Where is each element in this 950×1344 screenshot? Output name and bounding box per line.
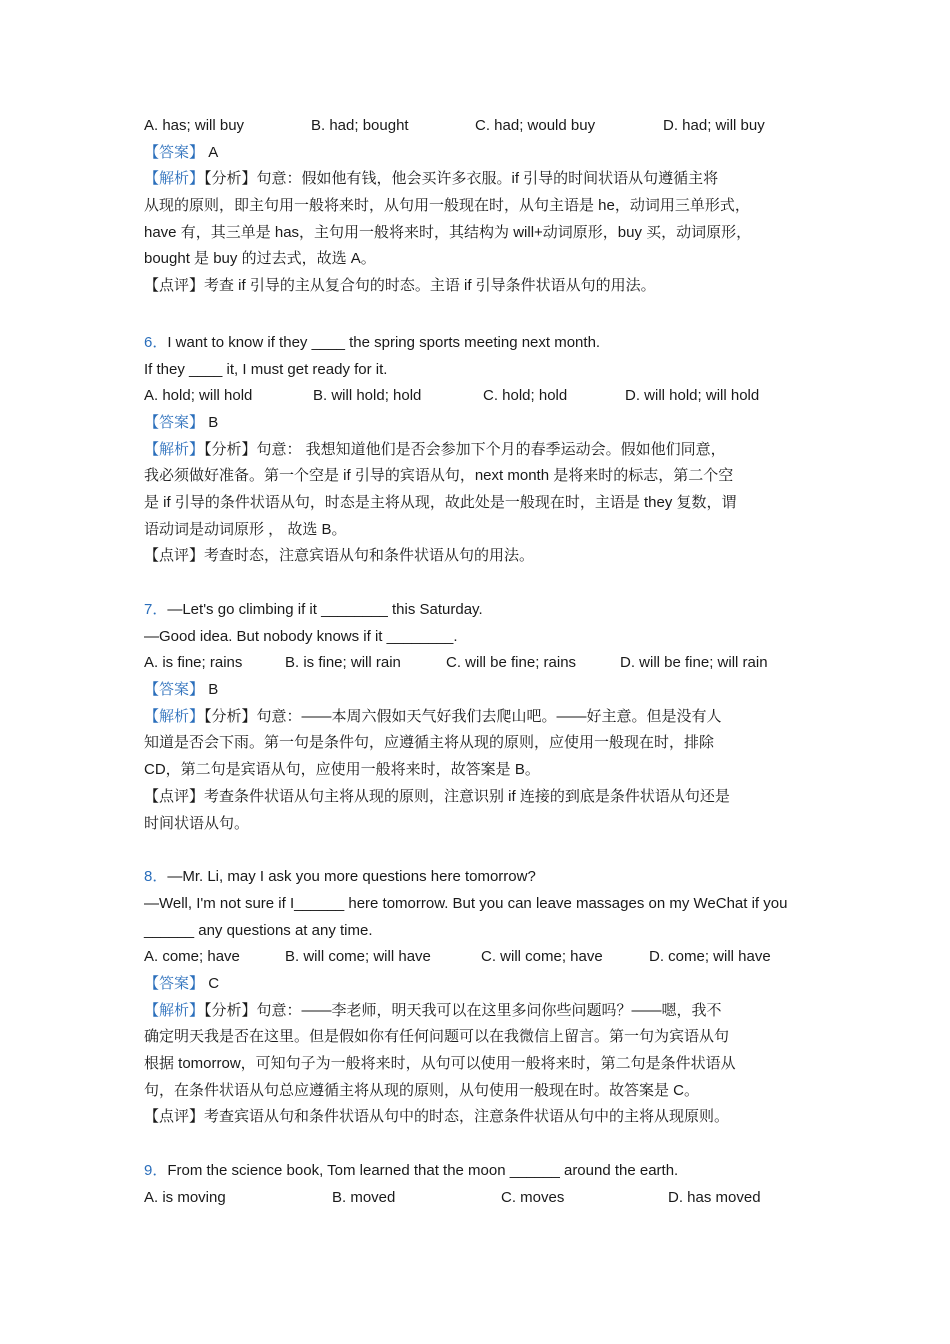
answer-value: B bbox=[208, 413, 219, 431]
q9-option-a: A. is moving bbox=[144, 1188, 226, 1206]
q9-stem bbox=[144, 1158, 816, 1185]
q6-options bbox=[144, 383, 816, 410]
q7-analysis-line: 知道是否会下雨。第一句是条件句，应遵循主将从现的原则，应使用一般现在时，排除 bbox=[144, 734, 715, 752]
q9-option-b: B. moved bbox=[332, 1188, 396, 1206]
q7-analysis-line: CD，第二句是宾语从句，应使用一般将来时，故答案是 B。 bbox=[144, 761, 540, 779]
q5-option-d: D. had; will buy bbox=[663, 117, 765, 134]
answer-tag: 【答案】 bbox=[144, 681, 205, 699]
q8-comment: 【点评】考查宾语从句和条件状语从句中的时态，注意条件状语从句中的主将从现原则。 bbox=[144, 1108, 730, 1126]
question-number: 6． bbox=[144, 333, 168, 351]
analysis-tag: 【解析】 bbox=[144, 440, 205, 458]
question-text: —Mr. Li, may I ask you more questions here tomorrow? bbox=[167, 868, 536, 886]
q6-comment: 【点评】考查时态，注意宾语从句和条件状语从句的用法。 bbox=[144, 547, 535, 565]
q5-answer bbox=[144, 140, 816, 167]
q7-stem-line2: —Good idea. But nobody knows if it ________. bbox=[144, 627, 458, 645]
q5-comment: 【点评】考查 if 引导的主从复合句的时态。主语 if 引导条件状语从句的用法。 bbox=[144, 277, 656, 295]
q8-option-c: C. will come; have bbox=[481, 948, 603, 966]
question-number: 7． bbox=[144, 601, 168, 618]
q5-analysis-line: have 有，其三单是 has，主句用一般将来时，其结构为 will+动词原形，buy 买，动词原形， bbox=[144, 223, 752, 241]
q6-stem-line2: If they ____ it, I must get ready for it. bbox=[144, 360, 388, 378]
q8-stem-line2: —Well, I'm not sure if I______ here tomorrow. But you can leave massages on my WeChat if you bbox=[144, 894, 788, 912]
q5-option-a: A. has; will buy bbox=[144, 117, 245, 134]
q5-analysis-line: bought 是 buy 的过去式，故选 A。 bbox=[144, 250, 376, 268]
q7-analysis-line bbox=[144, 704, 816, 731]
answer-tag: 【答案】 bbox=[144, 974, 205, 992]
answer-value: C bbox=[208, 974, 220, 992]
q6-analysis-line bbox=[144, 437, 816, 464]
q6-stem bbox=[144, 330, 816, 357]
q5-analysis-line bbox=[144, 166, 816, 193]
q7-comment: 【点评】考查条件状语从句主将从现的原则，注意识别 if 连接的到底是条件状语从句还是 bbox=[144, 787, 730, 805]
analysis-text: 【分析】句意：假如他有钱，他会买许多衣服。if 引导的时间状语从句遵循主将 bbox=[204, 170, 719, 188]
q5-options bbox=[144, 113, 816, 140]
question-number: 8． bbox=[144, 868, 168, 886]
q8-option-d: D. come; will have bbox=[649, 948, 771, 966]
q7-options bbox=[144, 650, 816, 677]
answer-value: B bbox=[208, 681, 219, 699]
q7-option-b: B. is fine; will rain bbox=[285, 654, 401, 672]
q8-option-b: B. will come; will have bbox=[285, 948, 431, 966]
q5-option-b: B. had; bought bbox=[311, 117, 409, 134]
q5-analysis-line: 从现的原则，即主句用一般将来时，从句用一般现在时，从句主语是 he，动词用三单形式， bbox=[144, 197, 750, 215]
q6-answer bbox=[144, 410, 816, 437]
question-number: 9． bbox=[144, 1162, 168, 1180]
q8-analysis-line: 确定明天我是否在这里。但是假如你有任何问题可以在我微信上留言。第一句为宾语从句 bbox=[144, 1028, 730, 1046]
q8-stem bbox=[144, 864, 816, 891]
analysis-text: 【分析】句意： 我想知道他们是否会参加下个月的春季运动会。假如他们同意， bbox=[204, 440, 726, 458]
q7-comment-line2: 时间状语从句。 bbox=[144, 814, 250, 832]
q7-option-d: D. will be fine; will rain bbox=[620, 654, 768, 672]
q8-answer bbox=[144, 971, 816, 998]
document-page bbox=[144, 113, 816, 1211]
analysis-tag: 【解析】 bbox=[144, 707, 205, 725]
q8-option-a: A. come; have bbox=[144, 948, 240, 966]
q8-analysis-line: 根据 tomorrow，可知句子为一般将来时，从句可以使用一般将来时，第二句是条件状语从 bbox=[144, 1055, 736, 1072]
q9-options bbox=[144, 1185, 816, 1212]
q7-answer bbox=[144, 677, 816, 704]
q8-options bbox=[144, 944, 816, 971]
question-text: I want to know if they ____ the spring sports meeting next month. bbox=[167, 333, 601, 351]
q7-option-c: C. will be fine; rains bbox=[446, 654, 577, 672]
answer-tag: 【答案】 bbox=[144, 143, 205, 161]
q6-option-b: B. will hold; hold bbox=[313, 387, 422, 405]
answer-tag: 【答案】 bbox=[144, 413, 205, 431]
q9-option-c: C. moves bbox=[501, 1188, 565, 1206]
q6-option-a: A. hold; will hold bbox=[144, 387, 253, 405]
q8-analysis-line bbox=[144, 998, 816, 1025]
question-text: —Let's go climbing if it ________ this Saturday. bbox=[167, 601, 483, 618]
q5-option-c: C. had; would buy bbox=[475, 117, 596, 134]
q7-option-a: A. is fine; rains bbox=[144, 654, 243, 672]
analysis-text: 【分析】句意：——本周六假如天气好我们去爬山吧。——好主意。但是没有人 bbox=[204, 707, 722, 725]
q9-option-d: D. has moved bbox=[668, 1188, 761, 1206]
q6-option-d: D. will hold; will hold bbox=[625, 387, 760, 405]
q6-analysis-line: 我必须做好准备。第一个空是 if 引导的宾语从句，next month 是将来时的标志，第二个空 bbox=[144, 467, 734, 485]
q6-analysis-line: 语动词是动词原形 ， 故选 B。 bbox=[144, 520, 347, 538]
question-text: From the science book, Tom learned that the moon ______ around the earth. bbox=[167, 1162, 679, 1180]
q8-stem-line3: ______ any questions at any time. bbox=[144, 921, 373, 939]
q7-stem bbox=[144, 597, 816, 624]
q6-analysis-line: 是 if 引导的条件状语从句，时态是主将从现，故此处是一般现在时，主语是 they 复数，谓 bbox=[144, 493, 737, 511]
q8-analysis-line: 句，在条件状语从句总应遵循主将从现的原则，从句使用一般现在时。故答案是 C。 bbox=[144, 1081, 700, 1099]
answer-value: A bbox=[208, 143, 219, 161]
analysis-tag: 【解析】 bbox=[144, 1001, 205, 1019]
analysis-tag: 【解析】 bbox=[144, 170, 205, 188]
analysis-text: 【分析】句意：——李老师，明天我可以在这里多问你些问题吗？——嗯，我不 bbox=[204, 1001, 722, 1019]
q6-option-c: C. hold; hold bbox=[483, 387, 568, 405]
